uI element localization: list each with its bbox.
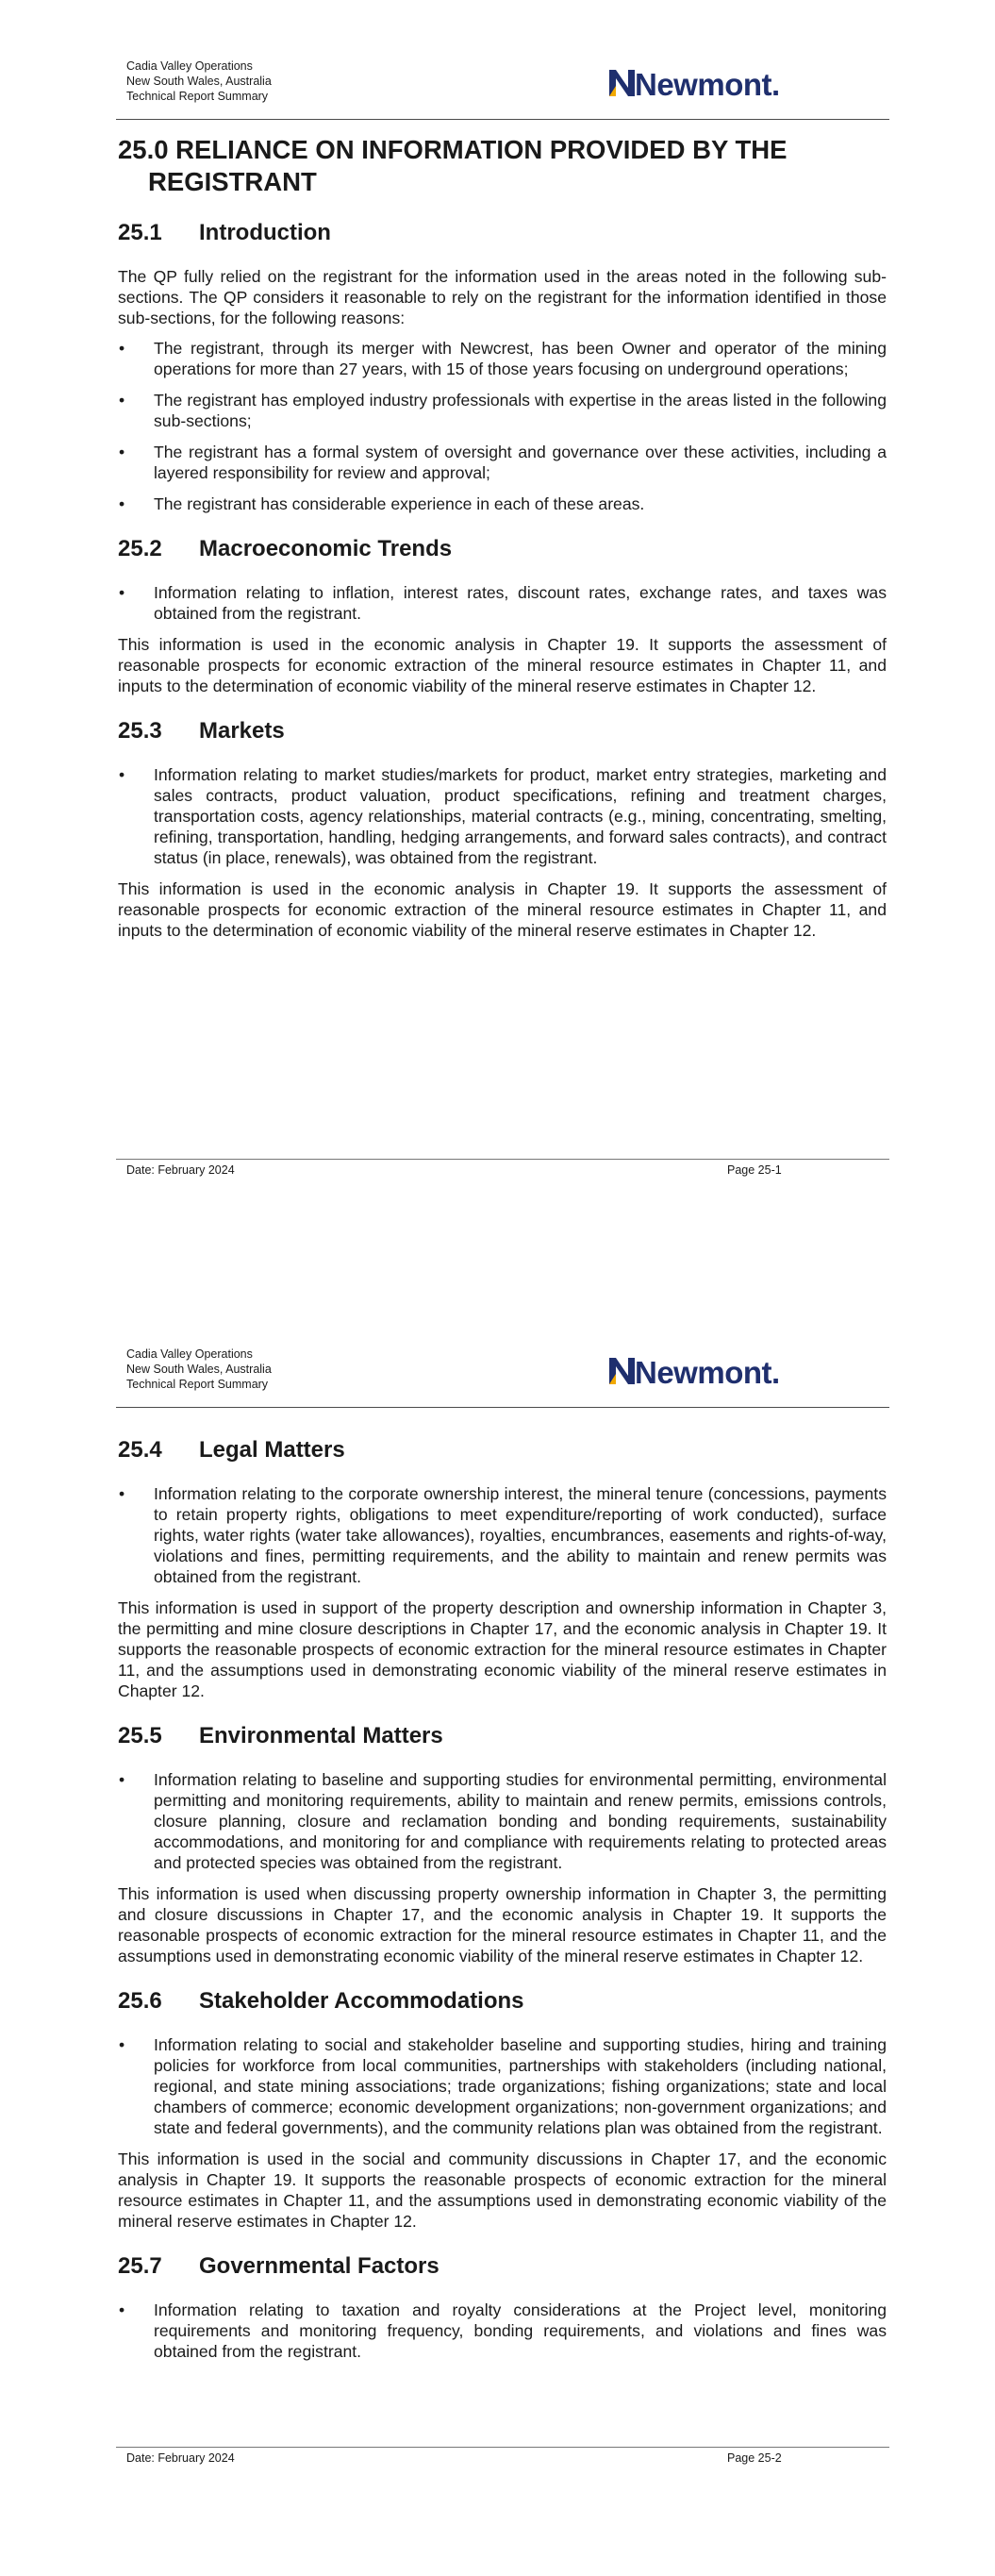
section-number: 25.2: [118, 536, 162, 561]
list-item-text: The registrant has employed industry professionals with expertise in the areas listed in the following sub-sections;: [154, 391, 887, 430]
header-rule: [116, 1407, 889, 1408]
footer-date: Date: February 2024: [126, 2451, 235, 2465]
bullet-list: [118, 582, 887, 624]
bullet-icon: •: [119, 1484, 125, 1503]
paragraph: The QP fully relied on the registrant for the information used in the areas noted in the following sub-sections. The QP considers it reasonable to rely on the registrant for the information identified in those sub-sections, for the following reasons:: [118, 267, 887, 327]
header-line-3: Technical Report Summary: [126, 1378, 269, 1391]
newmont-logo: [607, 1350, 782, 1388]
bullet-list: [118, 764, 887, 868]
list-item: [118, 390, 887, 431]
section-number: 25.3: [118, 718, 162, 744]
logo-wordmark: Newmont.: [635, 1355, 780, 1388]
footer-page-number: Page 25-2: [727, 2451, 782, 2465]
list-item: [118, 1769, 887, 1873]
list-item-text: Information relating to social and stakeholder baseline and supporting studies, hiring and training policies for workforce from local communities, partnerships with stakeholders (including national, regional, and state mining associations; trade organizations; fishing organizations; state and local chambers of commerce; economic development organizations; non-government organizations; and state and federal governments), and the community relations plan was obtained from the registrant.: [154, 2035, 887, 2137]
paragraph: This information is used in the economic analysis in Chapter 19. It supports the assessment of reasonable prospects for economic extraction of the mineral resource estimates in Chapter 11, and inputs to the determination of economic viability of the mineral reserve estimates in Chapter 12.: [118, 879, 887, 940]
bullet-icon: •: [119, 443, 125, 461]
list-item-text: Information relating to inflation, interest rates, discount rates, exchange rates, and taxes was obtained from the registrant.: [154, 583, 887, 623]
list-item: [118, 2034, 887, 2138]
bullet-list: [118, 1769, 887, 1873]
footer-date: Date: February 2024: [126, 1163, 235, 1177]
header-line-2: New South Wales, Australia: [126, 1363, 272, 1376]
list-item-text: The registrant has a formal system of oversight and governance over these activities, including a layered responsibility for review and approval;: [154, 443, 887, 482]
list-item: [118, 2300, 887, 2362]
list-item: [118, 1483, 887, 1587]
list-item-text: Information relating to baseline and supporting studies for environmental permitting, environmental permitting and monitoring requirements, ability to maintain and renew permits, emissions controls, closure planning, closure and reclamation bonding and bonding requirements, sustainability accommodations, and monitoring for and compliance with requirements relating to protected areas and protected species was obtained from the registrant.: [154, 1770, 887, 1872]
bullet-list: [118, 338, 887, 514]
footer-rule: [116, 2447, 889, 2448]
section-heading-25-2: [118, 535, 887, 563]
bullet-icon: •: [119, 2300, 125, 2319]
section-heading-25-5: [118, 1722, 887, 1750]
bullet-icon: •: [119, 494, 125, 513]
bullet-icon: •: [119, 1770, 125, 1789]
bullet-icon: •: [119, 339, 125, 358]
paragraph: This information is used when discussing property ownership information in Chapter 3, the permitting and closure discussions in Chapter 17, and the economic analysis in Chapter 19. It supports the reasonable prospects of economic extraction for the mineral resource estimates in Chapter 11, and the assumptions used in demonstrating economic viability of the mineral reserve estimates in Chapter 12.: [118, 1884, 887, 1965]
section-title: Introduction: [199, 220, 331, 245]
section-title: Governmental Factors: [199, 2253, 439, 2279]
header-line-3: Technical Report Summary: [126, 90, 269, 103]
list-item-text: The registrant, through its merger with Newcrest, has been Owner and operator of the mining operations for more than 27 years, with 15 of those years focusing on underground operations;: [154, 339, 887, 378]
page-2-body: [118, 1436, 887, 2372]
list-item: [118, 582, 887, 624]
header-text: [126, 1347, 272, 1392]
list-item: [118, 338, 887, 379]
section-number: 25.4: [118, 1437, 162, 1463]
header-rule: [116, 119, 889, 120]
paragraph: This information is used in the economic analysis in Chapter 19. It supports the assessment of reasonable prospects for economic extraction of the mineral resource estimates in Chapter 11, and inputs to the determination of economic viability of the mineral reserve estimates in Chapter 12.: [118, 635, 887, 695]
paragraph: This information is used in support of the property description and ownership information in Chapter 3, the permitting and mine closure descriptions in Chapter 17, and the economic analysis in Chapter 19. It supports the reasonable prospects of economic extraction for the mineral resource estimates in Chapter 11, and the assumptions used in demonstrating economic viability of the mineral reserve estimates in Chapter 12.: [118, 1598, 887, 1700]
section-heading-25-6: [118, 1987, 887, 2016]
bullet-list: [118, 1483, 887, 1587]
footer-rule: [116, 1159, 889, 1160]
bullet-icon: •: [119, 2035, 125, 2054]
page-1-body: [118, 134, 887, 950]
list-item-text: Information relating to the corporate ownership interest, the mineral tenure (concessions, payments to retain property rights, obligations to meet expenditure/reporting of work conducted), surface rights, water rights (water take allowances), royalties, encumbrances, easements and rights-of-way, violations and fines, permitting requirements, and the ability to maintain and renew permits was obtained from the registrant.: [154, 1484, 887, 1586]
bullet-list: [118, 2300, 887, 2362]
section-title: Environmental Matters: [199, 1723, 443, 1748]
list-item: [118, 442, 887, 483]
section-title: Legal Matters: [199, 1437, 345, 1463]
section-title: Macroeconomic Trends: [199, 536, 453, 561]
section-heading-25-3: [118, 717, 887, 745]
section-title: Stakeholder Accommodations: [199, 1988, 524, 2014]
header-line-1: Cadia Valley Operations: [126, 59, 253, 73]
bullet-icon: •: [119, 391, 125, 410]
footer-page-number: Page 25-1: [727, 1163, 782, 1177]
section-title: Markets: [199, 718, 285, 744]
section-number: 25.7: [118, 2253, 162, 2279]
bullet-icon: •: [119, 765, 125, 784]
bullet-list: [118, 2034, 887, 2138]
section-number: 25.1: [118, 220, 162, 245]
paragraph: This information is used in the social and community discussions in Chapter 17, and the economic analysis in Chapter 19. It supports the reasonable prospects of economic extraction for the mineral resource estimates in Chapter 11, and the assumptions used in demonstrating economic viability of the mineral reserve estimates in Chapter 12.: [118, 2149, 887, 2231]
page-2: [0, 1288, 995, 2576]
list-item: [118, 764, 887, 868]
section-number: 25.5: [118, 1723, 162, 1748]
bullet-icon: •: [119, 583, 125, 602]
section-number: 25.6: [118, 1988, 162, 2014]
list-item: [118, 493, 887, 514]
list-item-text: Information relating to market studies/markets for product, market entry strategies, marketing and sales contracts, product valuation, product specifications, refining and treatment charges, transportation costs, agency relationships, material contracts (e.g., mining, concentrating, smelting, refining, transportation, handling, hedging arrangements, and forward sales contracts), and contract status (in place, renewals), was obtained from the registrant.: [154, 765, 887, 867]
header-text: [126, 59, 272, 104]
logo-wordmark: Newmont.: [635, 67, 780, 100]
list-item-text: Information relating to taxation and royalty considerations at the Project level, monitoring requirements and monitoring frequency, bonding requirements, and violations and fines was obtained from the registrant.: [154, 2300, 887, 2361]
newmont-logo: [607, 62, 782, 100]
header-line-1: Cadia Valley Operations: [126, 1347, 253, 1361]
list-item-text: The registrant has considerable experience in each of these areas.: [154, 494, 645, 513]
section-heading-25-4: [118, 1436, 887, 1464]
section-heading-25-1: [118, 219, 887, 247]
section-heading-25-7: [118, 2252, 887, 2281]
header-line-2: New South Wales, Australia: [126, 75, 272, 88]
chapter-title: 25.0 RELIANCE ON INFORMATION PROVIDED BY THE REGISTRANT: [118, 135, 788, 196]
